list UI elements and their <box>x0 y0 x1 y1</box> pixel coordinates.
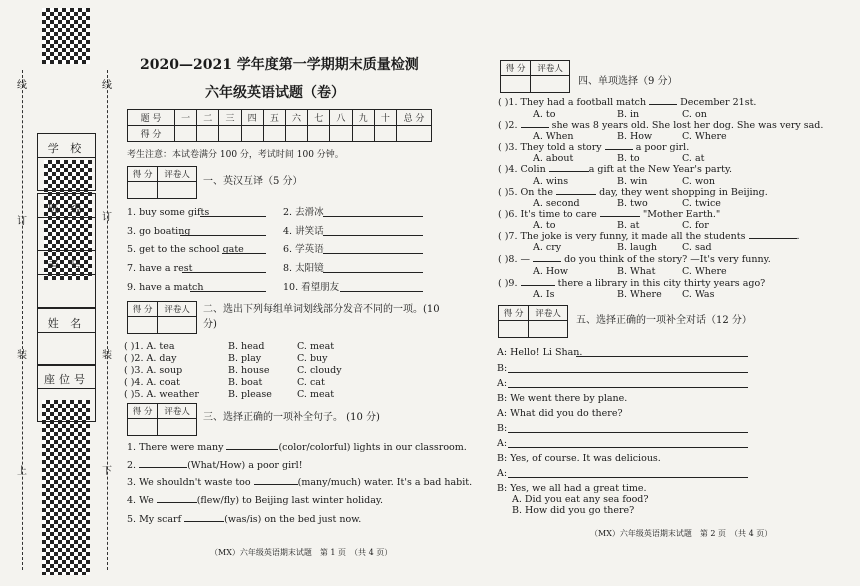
school-label: 学 校 <box>47 142 86 155</box>
s3-item-3-post: (many/much) water. It's a bad habit. <box>297 477 473 488</box>
score-table-cell: 一 <box>175 110 197 126</box>
seal-line-left <box>22 70 23 570</box>
page1-footer: （MX）六年级英语期末试题 第 1 页 （共 4 页） <box>210 548 393 557</box>
score-table-cell: 八 <box>330 110 352 126</box>
s4-q8-opt-c: C. Where <box>682 266 727 277</box>
score-box-section3 <box>127 403 197 436</box>
score-box-label: 评卷人 <box>158 167 197 182</box>
score-cell[interactable] <box>285 126 307 142</box>
s1-item-2: 2. 去滑冰 <box>283 207 324 218</box>
s3-item-4 <box>127 495 383 506</box>
s4-q9-opt-b: B. Where <box>617 289 662 300</box>
s1-item-5: 5. get to the school gate <box>127 244 244 255</box>
s1-item-4: 4. 讲笑话 <box>283 226 324 237</box>
s1-item-3: 3. go boating <box>127 226 191 237</box>
seal-line-right <box>107 70 108 570</box>
s2-q1: ( )1. A. tea <box>124 341 175 352</box>
s3-answer-blank-1[interactable] <box>226 449 278 450</box>
s1-answer-line-10[interactable] <box>340 291 423 292</box>
s2-q5-c: C. meat <box>297 389 335 400</box>
score-cell[interactable] <box>397 126 432 142</box>
name-label: 姓 名 <box>47 317 86 330</box>
score-box-label: 得 分 <box>501 61 531 76</box>
score-box-cell[interactable] <box>128 419 158 436</box>
s4-q8-text: ( )8. — <box>498 254 531 265</box>
s4-q5-opt-c: C. twice <box>682 198 721 209</box>
section4-title: 四、单项选择（9 分） <box>578 76 678 87</box>
seal-char-ding-r: 订 <box>102 212 112 223</box>
s4-q9-text2: there a library in this city thirty years ago? <box>557 278 766 289</box>
s3-item-1 <box>127 442 467 453</box>
dialog-answer-line-6[interactable] <box>508 432 748 433</box>
s4-blank-1[interactable] <box>649 104 677 105</box>
score-cell[interactable] <box>263 126 285 142</box>
s4-q2-opt-c: C. Where <box>682 131 727 142</box>
score-box-section2 <box>127 301 197 334</box>
s4-q3-opt-c: C. at <box>682 153 705 164</box>
score-table-cell: 题 号 <box>128 110 175 126</box>
dialog-line-9: A: <box>497 468 508 479</box>
s4-q7 <box>498 231 800 242</box>
score-table-cell: 六 <box>285 110 307 126</box>
s3-item-2 <box>127 460 303 471</box>
score-box-label: 得 分 <box>128 302 158 317</box>
score-table-cell: 十 <box>374 110 396 126</box>
s4-q5-opt-b: B. two <box>617 198 648 209</box>
s3-item-2-post: (What/How) a poor girl! <box>187 460 303 471</box>
score-cell[interactable] <box>197 126 219 142</box>
s1-answer-line-9[interactable] <box>190 291 266 292</box>
s4-q2-opt-b: B. How <box>617 131 653 142</box>
section2-title-line2: 分) <box>203 319 217 330</box>
s4-q7-opt-b: B. laugh <box>617 242 658 253</box>
s4-q9-opt-a: A. Is <box>533 289 555 300</box>
exam-number-field[interactable] <box>37 250 96 308</box>
s1-item-6: 6. 学英语 <box>283 244 324 255</box>
section3-title: 三、选择正确的一项补全句子。 (10 分) <box>203 412 380 423</box>
s4-blank-3[interactable] <box>605 149 633 150</box>
s4-q9 <box>498 278 765 289</box>
s4-q8-opt-b: B. What <box>617 266 656 277</box>
s4-q8 <box>498 254 771 265</box>
s4-blank-4[interactable] <box>549 171 589 172</box>
s1-item-1: 1. buy some gifts <box>127 207 210 218</box>
s4-q5 <box>498 187 768 198</box>
score-table-header-row <box>128 110 432 126</box>
dialog-option-a: A. Did you eat any sea food? <box>512 494 649 505</box>
score-box-cell[interactable] <box>158 317 197 334</box>
s3-item-5-post: (was/is) on the bed just now. <box>224 514 362 525</box>
s3-item-4-post: (flew/fly) to Beijing last winter holiday. <box>196 495 384 506</box>
s3-answer-blank-4[interactable] <box>157 502 197 503</box>
score-table-cell: 总 分 <box>397 110 432 126</box>
s4-q4-text2: a gift at the New Year's party. <box>588 164 733 175</box>
s4-blank-5[interactable] <box>556 194 596 195</box>
score-table-cell: 四 <box>241 110 263 126</box>
score-box-section4 <box>500 60 570 93</box>
s3-item-3 <box>127 477 472 488</box>
s3-answer-blank-5[interactable] <box>184 521 224 522</box>
score-box-cell[interactable] <box>499 321 529 338</box>
s1-answer-line-3[interactable] <box>180 235 266 236</box>
s4-q9-text: ( )9. <box>498 278 518 289</box>
score-cell[interactable] <box>241 126 263 142</box>
dialog-line-1: A: Hello! Li Shan. <box>497 347 583 358</box>
seal-char-xia: 下 <box>102 466 112 477</box>
s4-q4 <box>498 164 732 175</box>
s1-item-9: 9. have a match <box>127 282 204 293</box>
s4-q4-opt-c: C. won <box>682 176 715 187</box>
score-cell[interactable] <box>175 126 197 142</box>
seat-label: 座位号 <box>44 373 89 386</box>
checker-pattern-bottom <box>42 400 90 575</box>
score-box-cell[interactable] <box>501 76 531 93</box>
seal-char-ding: 订 <box>17 216 27 227</box>
s4-q4-opt-b: B. win <box>617 176 648 187</box>
score-box-section5 <box>498 305 568 338</box>
score-box-cell[interactable] <box>128 317 158 334</box>
s2-q1-b: B. head <box>228 341 265 352</box>
s2-q5: ( )5. A. weather <box>124 389 199 400</box>
school-field[interactable] <box>37 133 96 191</box>
s4-q5-text2: day, they went shopping in Beijing. <box>599 187 768 198</box>
dialog-answer-line-1[interactable] <box>576 356 748 357</box>
s2-q1-c: C. meat <box>297 341 335 352</box>
s4-q3-text: ( )3. They told a story <box>498 142 602 153</box>
s4-q5-opt-a: A. second <box>533 198 580 209</box>
s4-q7-text: ( )7. The joke is very funny, it made all the students <box>498 231 746 242</box>
s4-q8-text2: do you think of the story? —It's very funny. <box>564 254 771 265</box>
s4-q1-opt-a: A. to <box>533 109 556 120</box>
exam-subtitle: 六年级英语试题（卷） <box>205 85 345 101</box>
s1-answer-line-6[interactable] <box>323 253 423 254</box>
score-box-cell[interactable] <box>158 419 197 436</box>
score-cell[interactable] <box>330 126 352 142</box>
s4-blank-7[interactable] <box>749 238 797 239</box>
exam-title: 2020—2021 学年度第一学期期末质量检测 <box>140 57 419 73</box>
dialog-line-7: A: <box>497 438 508 449</box>
s4-q6 <box>498 209 720 220</box>
s4-q2-text: ( )2. <box>498 120 518 131</box>
s4-q4-text: ( )4. Colin <box>498 164 546 175</box>
s4-q6-opt-c: C. for <box>682 220 709 231</box>
score-box-section1 <box>127 166 197 199</box>
s4-q2-opt-a: A. When <box>533 131 574 142</box>
s4-blank-8[interactable] <box>533 261 561 262</box>
s3-item-1-pre: 1. There were many <box>127 442 227 453</box>
s4-q2-text2: she was 8 years old. She lost her dog. She was very sad. <box>551 120 824 131</box>
section1-title: 一、英汉互译（5 分） <box>203 176 303 187</box>
score-cell[interactable] <box>219 126 241 142</box>
s1-answer-line-2[interactable] <box>323 216 423 217</box>
s4-q3 <box>498 142 689 153</box>
class-label: 班 级 <box>47 202 86 215</box>
seal-char-shang: 上 <box>17 466 27 477</box>
s1-answer-line-1[interactable] <box>200 216 266 217</box>
seal-char-xian-r: 线 <box>102 80 112 91</box>
dialog-answer-line-3[interactable] <box>508 387 748 388</box>
s1-item-10: 10. 看望朋友 <box>283 282 340 293</box>
s1-answer-line-7[interactable] <box>182 272 266 273</box>
score-box-label: 评卷人 <box>531 61 570 76</box>
score-cell[interactable] <box>308 126 330 142</box>
class-field[interactable] <box>37 193 96 251</box>
checker-pattern-top <box>42 8 90 64</box>
dialog-line-6: B: <box>497 423 508 434</box>
score-table <box>127 109 432 142</box>
s4-q1-text2: December 21st. <box>680 97 757 108</box>
score-box-label: 得 分 <box>499 306 529 321</box>
s4-q1-opt-c: C. on <box>682 109 707 120</box>
s4-q9-opt-c: C. Was <box>682 289 715 300</box>
score-box-label: 得 分 <box>128 404 158 419</box>
score-box-cell[interactable] <box>531 76 570 93</box>
seat-field[interactable] <box>37 364 96 422</box>
seal-char-zhuang: 装 <box>17 350 27 361</box>
score-box-cell[interactable] <box>158 182 197 199</box>
s4-q6-text: ( )6. It's time to care <box>498 209 597 220</box>
s1-answer-line-4[interactable] <box>323 235 423 236</box>
section5-title: 五、选择正确的一项补全对话（12 分） <box>576 315 752 326</box>
s2-q2-c: C. buy <box>297 353 328 364</box>
score-table-cell: 五 <box>263 110 285 126</box>
s4-blank-6[interactable] <box>600 216 640 217</box>
s4-q1-text: ( )1. They had a football match <box>498 97 647 108</box>
s3-item-5 <box>127 514 361 525</box>
s3-item-1-post: (color/colorful) lights in our classroom. <box>278 442 467 453</box>
s1-item-8: 8. 太阳镜 <box>283 263 324 274</box>
dialog-line-8: B: Yes, of course. It was delicious. <box>497 453 661 464</box>
s4-q6-opt-a: A. to <box>533 220 556 231</box>
dialog-line-2: B: <box>497 363 508 374</box>
s1-answer-line-5[interactable] <box>222 253 266 254</box>
name-field[interactable] <box>37 308 96 366</box>
dialog-answer-line-9[interactable] <box>508 477 748 478</box>
score-box-cell[interactable] <box>128 182 158 199</box>
s4-q2 <box>498 120 823 131</box>
score-table-cell: 七 <box>308 110 330 126</box>
s1-answer-line-8[interactable] <box>323 272 423 273</box>
dialog-answer-line-7[interactable] <box>508 447 748 448</box>
seal-char-xian: 线 <box>17 80 27 91</box>
section2-title-line1: 二、选出下列每组单词划线部分发音不同的一项。(10 <box>203 304 440 315</box>
s4-q3-text2: a poor girl. <box>635 142 690 153</box>
score-box-cell[interactable] <box>529 321 568 338</box>
s2-q2-b: B. play <box>228 353 262 364</box>
s4-q3-opt-b: B. to <box>617 153 640 164</box>
s2-q3-c: C. cloudy <box>297 365 342 376</box>
score-table-score-row <box>128 126 432 142</box>
score-table-cell: 二 <box>197 110 219 126</box>
score-box-label: 得 分 <box>128 167 158 182</box>
dialog-line-5: A: What did you do there? <box>497 408 623 419</box>
dialog-option-b: B. How did you go there? <box>512 505 635 516</box>
s4-q1-opt-b: B. in <box>617 109 640 120</box>
exam-notice: 考生注意：本试卷满分 100 分，考试时间 100 分钟。 <box>127 150 344 160</box>
s4-blank-2[interactable] <box>521 127 549 128</box>
s2-q4: ( )4. A. coat <box>124 377 180 388</box>
dialog-line-3: A: <box>497 378 508 389</box>
s2-q5-b: B. please <box>228 389 272 400</box>
s4-q7-opt-a: A. cry <box>533 242 562 253</box>
dialog-line-10: B: Yes, we all had a great time. <box>497 483 647 494</box>
exam-number-label: 考 号 <box>47 259 86 272</box>
s4-q4-opt-a: A. wins <box>533 176 569 187</box>
page2-footer: （MX）六年级英语期末试题 第 2 页 （共 4 页） <box>590 529 773 538</box>
dialog-answer-line-2[interactable] <box>508 372 748 373</box>
s1-item-7: 7. have a rest <box>127 263 193 274</box>
s4-q1 <box>498 97 756 108</box>
score-box-label: 评卷人 <box>158 302 197 317</box>
score-cell[interactable] <box>352 126 374 142</box>
score-table-cell: 三 <box>219 110 241 126</box>
s4-blank-9[interactable] <box>521 285 555 286</box>
s3-answer-blank-2[interactable] <box>139 467 187 468</box>
s2-q2: ( )2. A. day <box>124 353 177 364</box>
s2-q4-b: B. boat <box>228 377 263 388</box>
s3-item-3-pre: 3. We shouldn't waste too <box>127 477 254 488</box>
s4-q6-opt-b: B. at <box>617 220 640 231</box>
s3-item-2-pre: 2. <box>127 460 140 471</box>
s2-q4-c: C. cat <box>297 377 325 388</box>
dialog-line-4: B: We went there by plane. <box>497 393 628 404</box>
s2-q3-b: B. house <box>228 365 270 376</box>
s4-q7-text2: . <box>796 231 800 242</box>
score-cell[interactable] <box>374 126 396 142</box>
s2-q3: ( )3. A. soup <box>124 365 183 376</box>
s3-item-5-pre: 5. My scarf <box>127 514 185 525</box>
s4-q6-text2: "Mother Earth." <box>642 209 721 220</box>
score-box-label: 评卷人 <box>158 404 197 419</box>
score-table-cell: 九 <box>352 110 374 126</box>
score-box-label: 评卷人 <box>529 306 568 321</box>
s3-item-4-pre: 4. We <box>127 495 157 506</box>
s4-q7-opt-c: C. sad <box>682 242 712 253</box>
s4-q3-opt-a: A. about <box>533 153 574 164</box>
s4-q8-opt-a: A. How <box>533 266 569 277</box>
s4-q5-text: ( )5. On the <box>498 187 554 198</box>
s3-answer-blank-3[interactable] <box>254 484 298 485</box>
score-table-cell: 得 分 <box>128 126 175 142</box>
seal-char-zhuang-r: 装 <box>102 350 112 361</box>
